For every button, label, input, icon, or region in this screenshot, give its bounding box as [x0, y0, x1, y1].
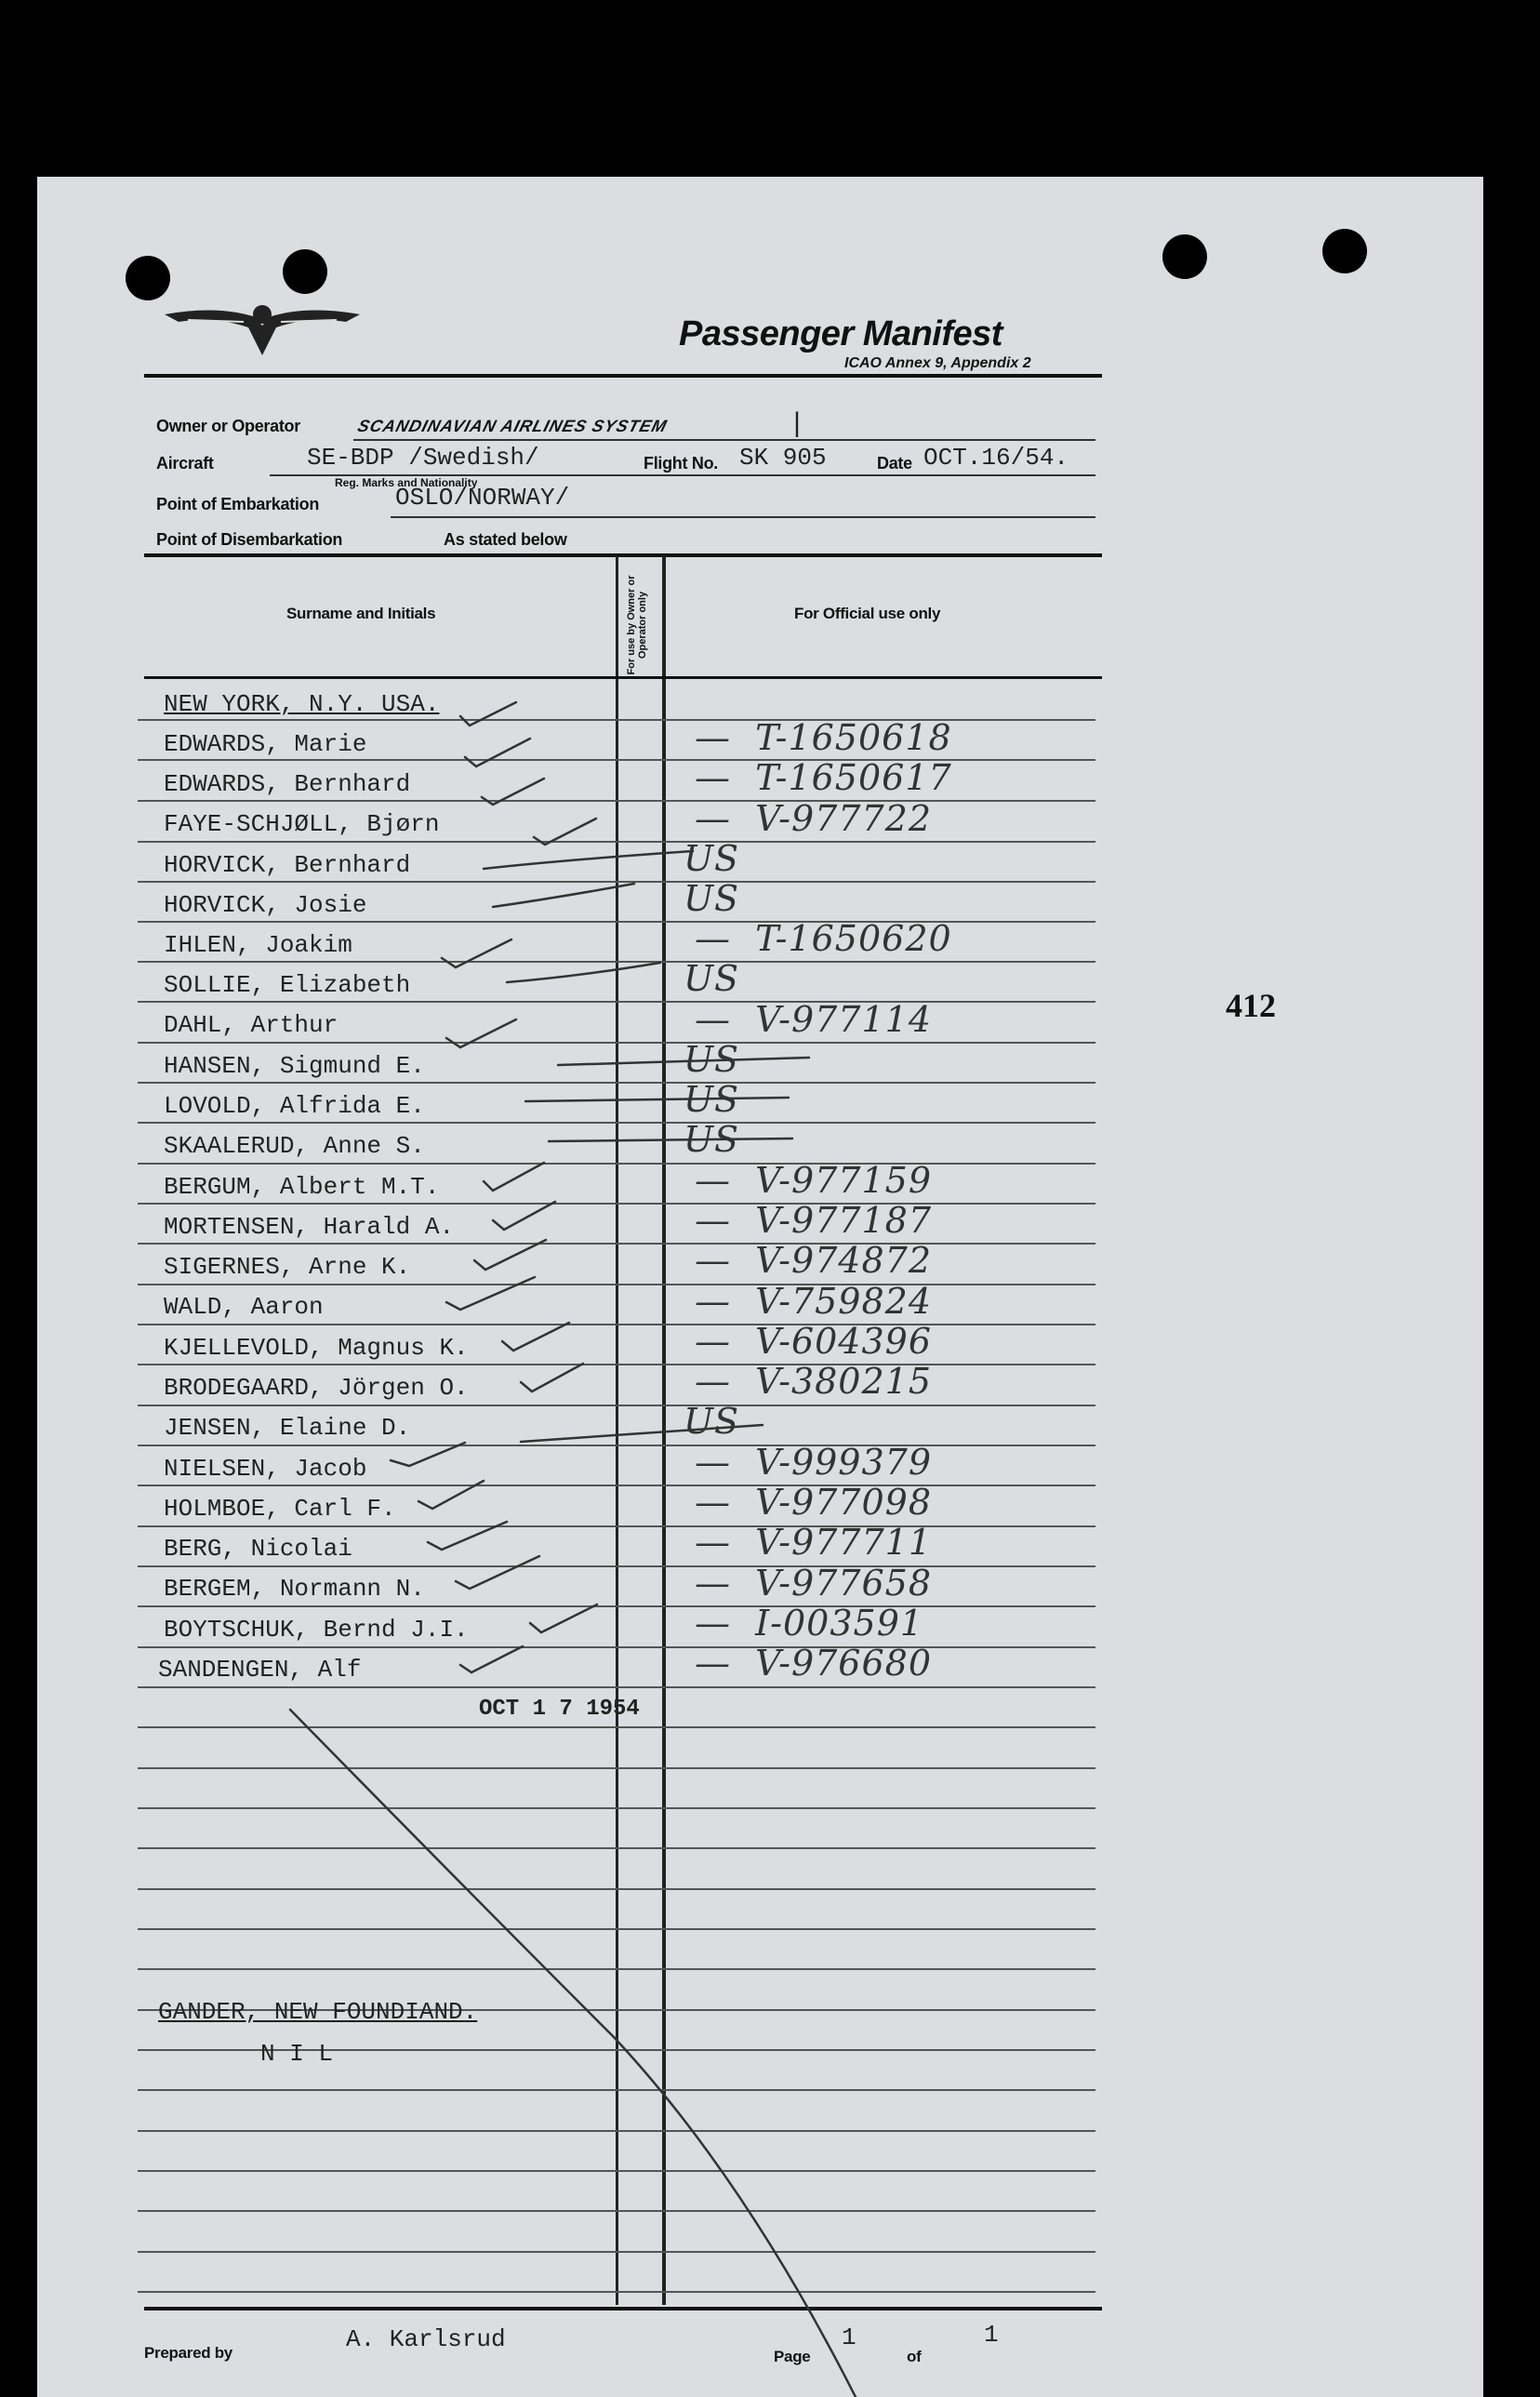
nil-entry: N I L	[260, 2040, 334, 2068]
passenger-official: — T-1650618	[695, 717, 952, 758]
passenger-name: MORTENSEN, Harald A.	[164, 1213, 455, 1241]
punch-hole	[283, 249, 327, 294]
prepared-by-value: A. Karlsrud	[346, 2325, 506, 2353]
aircraft-label: Aircraft	[156, 454, 214, 473]
owner-value: SCANDINAVIAN AIRLINES SYSTEM	[355, 417, 670, 435]
punch-hole	[1322, 229, 1367, 273]
owner-underline	[353, 439, 1095, 441]
prepared-by-label: Prepared by	[144, 2344, 232, 2362]
passenger-name: HANSEN, Sigmund E.	[164, 1052, 425, 1080]
passenger-name: BERGUM, Albert M.T.	[164, 1173, 440, 1201]
fields-rule	[144, 553, 1102, 557]
passenger-official: — V-999379	[695, 1442, 933, 1483]
footer-rule	[144, 2307, 1102, 2310]
owner-label: Owner or Operator	[156, 417, 300, 435]
of-label: of	[907, 2348, 922, 2365]
page-value: 1	[842, 2324, 856, 2351]
embarkation-value: OSLO/NORWAY/	[395, 484, 570, 512]
passenger-official: US	[684, 958, 740, 999]
passenger-official: US	[684, 1119, 740, 1160]
document-title: Passenger Manifest	[679, 314, 1002, 353]
passenger-name: HOLMBOE, Carl F.	[164, 1495, 396, 1523]
passenger-name: SKAALERUD, Anne S.	[164, 1132, 425, 1160]
passenger-name: HORVICK, Bernhard	[164, 851, 411, 879]
passenger-name: FAYE-SCHJØLL, Bjørn	[164, 810, 440, 838]
column-header-official: For Official use only	[794, 605, 941, 622]
of-value: 1	[984, 2321, 999, 2349]
table-header-rule	[144, 676, 1102, 679]
passenger-official: — I-003591	[695, 1603, 924, 1644]
passenger-official: US	[684, 1079, 740, 1120]
column-header-operator: For use by Owner or Operator only	[626, 575, 648, 675]
passenger-name: KJELLEVOLD, Magnus K.	[164, 1334, 469, 1362]
disembarkation-label: Point of Disembarkation	[156, 530, 343, 549]
passenger-official: — V-604396	[695, 1321, 933, 1362]
passenger-name: LOVOLD, Alfrida E.	[164, 1092, 425, 1120]
flight-value: SK 905	[739, 444, 827, 472]
embarkation-underline	[391, 516, 1095, 518]
airline-wing-logo	[160, 288, 365, 363]
header-rule	[144, 374, 1102, 378]
side-reference-number: 412	[1226, 987, 1276, 1024]
passenger-official: — V-977187	[695, 1200, 933, 1241]
passenger-name: SANDENGEN, Alf	[158, 1656, 362, 1684]
passenger-name: BERG, Nicolai	[164, 1535, 352, 1563]
passenger-official: — V-974872	[695, 1240, 933, 1281]
passenger-official: — V-977722	[695, 798, 933, 839]
column-header-names: Surname and Initials	[286, 605, 436, 622]
passenger-name: HORVICK, Josie	[164, 891, 367, 919]
arrival-date-stamp: OCT 1 7 1954	[479, 1697, 640, 1722]
passenger-official: — V-976680	[695, 1643, 933, 1684]
passenger-name: WALD, Aaron	[164, 1293, 324, 1321]
passenger-name: EDWARDS, Marie	[164, 730, 367, 758]
aircraft-value: SE-BDP /Swedish/	[307, 444, 539, 472]
punch-hole	[1162, 234, 1207, 279]
passenger-name: IHLEN, Joakim	[164, 931, 352, 959]
disembarkation-value: As stated below	[444, 530, 567, 549]
passenger-official: — V-977658	[695, 1563, 933, 1604]
passenger-official: — V-977159	[695, 1160, 933, 1201]
passenger-official: — V-380215	[695, 1361, 933, 1402]
passenger-official: — V-977114	[695, 999, 933, 1040]
passenger-name: SIGERNES, Arne K.	[164, 1253, 411, 1281]
date-label: Date	[877, 454, 912, 473]
aircraft-underline	[270, 474, 1095, 476]
passenger-official: US	[684, 838, 740, 879]
passenger-official: — V-759824	[695, 1281, 933, 1322]
destination-gander: GANDER, NEW FOUNDIAND.	[158, 1998, 478, 2026]
passenger-official: US	[684, 1401, 740, 1442]
date-value: OCT.16/54.	[923, 444, 1069, 472]
passenger-name: BOYTSCHUK, Bernd J.I.	[164, 1616, 469, 1644]
reg-marks-note: Reg. Marks and Nationality	[335, 476, 478, 489]
passenger-official: — T-1650620	[695, 918, 952, 959]
passenger-name: BERGEM, Normann N.	[164, 1575, 425, 1603]
owner-value-tick: |	[789, 409, 806, 441]
passenger-official: — V-977098	[695, 1482, 933, 1523]
passenger-name: DAHL, Arthur	[164, 1011, 339, 1039]
document-subtitle: ICAO Annex 9, Appendix 2	[844, 355, 1031, 371]
column-divider-left	[616, 556, 618, 2305]
manifest-sheet	[37, 177, 1483, 2397]
embarkation-label: Point of Embarkation	[156, 495, 320, 513]
passenger-name: SOLLIE, Elizabeth	[164, 971, 411, 999]
passenger-name: NIELSEN, Jacob	[164, 1455, 367, 1483]
passenger-official: US	[684, 878, 740, 919]
passenger-name: EDWARDS, Bernhard	[164, 770, 411, 798]
column-divider-right	[662, 556, 666, 2305]
destination-new-york: NEW YORK, N.Y. USA.	[164, 690, 440, 718]
passenger-official: US	[684, 1039, 740, 1080]
passenger-official: — V-977711	[695, 1522, 933, 1563]
passenger-official: — T-1650617	[695, 757, 952, 798]
passenger-name: BRODEGAARD, Jörgen O.	[164, 1374, 469, 1402]
passenger-name: JENSEN, Elaine D.	[164, 1414, 411, 1442]
page-label: Page	[774, 2348, 811, 2365]
flight-label: Flight No.	[644, 454, 718, 473]
